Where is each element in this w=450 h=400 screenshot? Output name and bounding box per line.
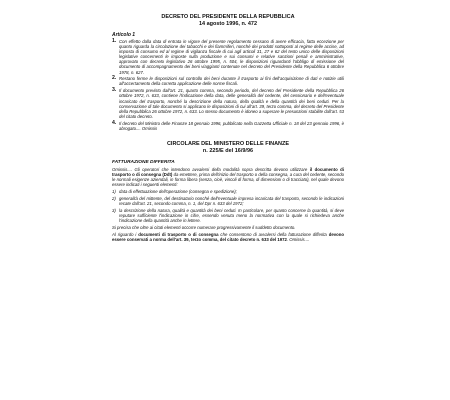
list-text: la descrizione della natura, qualità e quantità dei beni ceduti. In particolare, per quanto concerne la quantità, si deve reputare sufficiente l'indicazione in cifre, essendo venuta meno la normativa con la quale si richiedeva anche l'indicazione della quantità anche in lettere. (119, 207, 344, 224)
circular-title: CIRCOLARE DEL MINISTERO DELLE FINANZE (166, 141, 290, 148)
text-column (112, 14, 344, 244)
list-item (112, 189, 344, 194)
intro-paragraph: Omissis.... Gli operatori che intendono avvalersi della modalità sopra descritta devono utilizzare il documento di trasporto o di consegna (Ddt) da emettere, prima dell'inizio del trasporto o della consegna, a cura del cedente, secondo le normali esigenze aziendali, in forma libera (senza, cioè, vincoli di forma, di dimensioni o di tracciato), nel quale devono essere indicati i seguenti elementi: (112, 166, 344, 188)
closing-paragraph: Al riguardo i documenti di trasporto o di consegna che consentono di avvalersi della fatturazione differita devono essere conservati a norma dell'art. 39, terzo comma, del citato decreto n. 633 del 1972. Omissis.... (112, 232, 344, 243)
decree-date: 14 agosto 1996, n. 472 (198, 20, 258, 27)
note-paragraph: Si precisa che oltre ai citati elementi occorre numerare progressivamente il suddetto documento. (112, 224, 296, 230)
item-text: Restano ferme le disposizioni sul controllo dei beni durante il trasporto ai fini dell'acquisizione di dati e notizie utili all'accertamento della corretta applicazione delle norme fiscali. (119, 76, 344, 87)
list-number: 2) (112, 196, 116, 201)
list-text: data di effettuazione dell'operazione (consegna e spedizione); (119, 189, 237, 195)
item-number: 3. (112, 87, 117, 94)
item-number: 1. (112, 37, 117, 44)
list-item (112, 196, 344, 206)
article-item (112, 76, 344, 86)
item-number: 2. (112, 75, 117, 82)
article-item (112, 39, 344, 75)
item-text: Con effetto dalla data di entrata in vigore del presente regolamento cessano di avere efficacia, fatta eccezione per quanto riguarda la circolazione dei tabacchi e dei fiammiferi, nonché dei prodotti sottoposti al regime delle accise, ad imposta di consumo ed al regime di vigilanza fiscale di cui agli articoli 31, 27 e 62 del testo unico delle disposizioni legislative concernenti le imposte sulla produzione e sui consumi e relative sanzioni penali e amministrative, approvato con decreto legislativo 26 ottobre 1995, n. 504, le disposizioni riguardanti l'obbligo di emissione del documento di accompagnamento dei beni viaggianti contenute nel decreto del Presidente della Repubblica 6 ottobre 1978, n. 627. (119, 38, 344, 75)
section-heading: FATTURAZIONE DIFFERITA (112, 159, 175, 165)
item-number: 4. (112, 119, 117, 126)
list-text: generalità del mittente, del destinatario nonché dell'eventuale impresa incaricata del trasporto, secondo le indicazioni recate dall'art. 21, secondo comma, n. 1, del Dpr n. 633 del 1972; (119, 196, 344, 207)
list-item (112, 208, 344, 223)
article-item (112, 121, 344, 131)
circular-number: n. 225/E del 16/9/96 (202, 147, 254, 154)
list-number: 3) (112, 207, 116, 213)
list-number: 1) (112, 189, 116, 195)
article-item (112, 88, 344, 119)
item-text: Il decreto del Ministro delle Finanze 18 gennaio 1996, pubblicato nella Gazzetta Ufficiale n. 18 del 23 gennaio 1996, è abrogato.... Omissis (119, 120, 344, 131)
article-label: Articolo 1 (112, 31, 136, 38)
decree-title: DECRETO DEL PRESIDENTE DELLA REPUBBLICA (161, 14, 295, 20)
item-text: Il documento previsto dall'art. 21, quarto comma, secondo periodo, del decreto del Presidente della Repubblica 26 ottobre 1972, n. 633, contiene l'indicazione della data, delle generalità del cedente, del cessionario e dell'eventuale incaricato del trasporto, nonché la descrizione della natura, della qualità e della quantità dei beni ceduti. Per la conservazione di tale documento si applicano le disposizioni di cui all'art. 39, terzo comma, del decreto del Presidente della Repubblica 26 ottobre 1972, n. 633. Lo stesso documento è idoneo a superare le presunzioni stabilite dall'art. 53 del citato decreto. (119, 88, 344, 119)
